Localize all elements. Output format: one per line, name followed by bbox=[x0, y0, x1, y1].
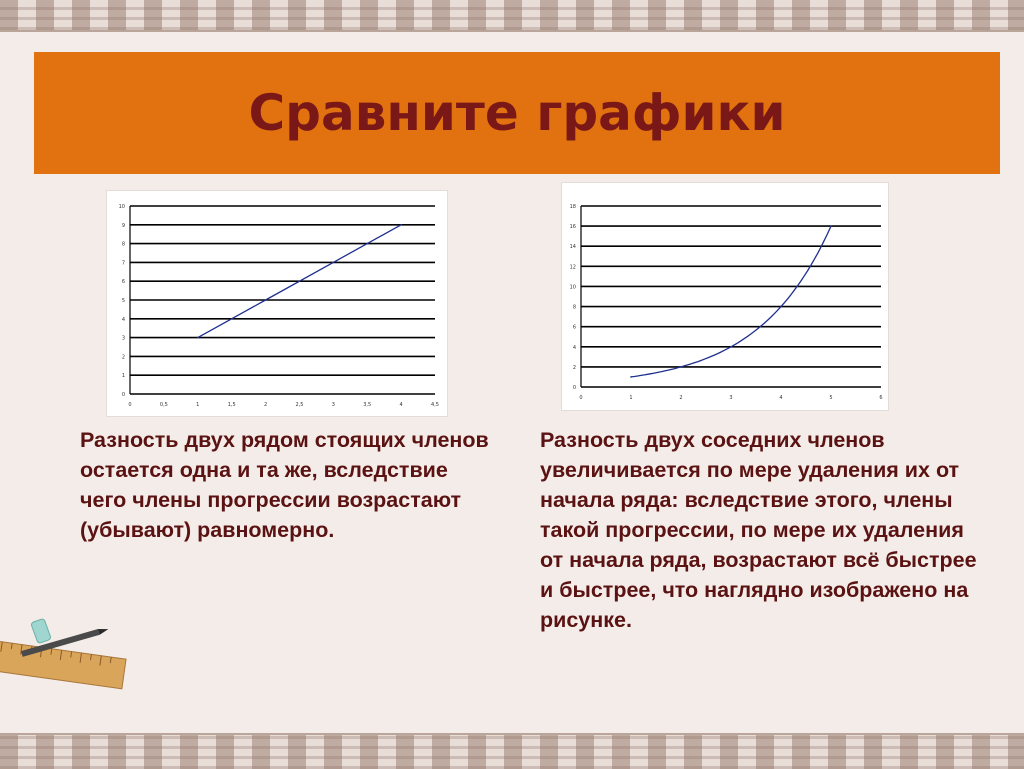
left-chart-y-tick-label: 4 bbox=[121, 316, 125, 323]
left-chart-y-tick-label: 7 bbox=[121, 260, 125, 267]
right-chart-y-tick-label: 8 bbox=[572, 304, 576, 311]
right-chart-series-line bbox=[631, 226, 831, 377]
left-chart-x-tick-label: 1,5 bbox=[227, 402, 236, 408]
right-chart-data-point bbox=[730, 346, 732, 348]
right-chart-data-point bbox=[780, 306, 782, 308]
left-chart-data-point bbox=[333, 262, 335, 264]
left-chart-data-point bbox=[265, 299, 267, 301]
left-chart-y-tick-label: 0 bbox=[121, 392, 125, 398]
ornament-border-bottom bbox=[0, 733, 1024, 769]
left-chart-x-tick-label: 1 bbox=[196, 402, 200, 408]
linear-chart-svg bbox=[107, 191, 447, 416]
right-chart-y-tick-label: 0 bbox=[572, 385, 576, 391]
left-chart-x-tick-label: 3 bbox=[331, 402, 335, 408]
left-chart-x-tick-label: 3,5 bbox=[363, 402, 372, 408]
geometric-progression-chart bbox=[561, 182, 889, 411]
slide-title: Сравните графики bbox=[248, 84, 786, 142]
ornament-border-top bbox=[0, 0, 1024, 32]
right-chart-x-tick-label: 3 bbox=[729, 395, 733, 401]
right-chart-x-tick-label: 6 bbox=[879, 395, 883, 401]
left-chart-x-tick-label: 4,5 bbox=[431, 402, 439, 408]
geometric-chart-svg bbox=[562, 183, 888, 410]
left-chart-x-tick-label: 2,5 bbox=[295, 402, 304, 408]
left-chart-y-tick-label: 3 bbox=[121, 335, 125, 342]
left-chart-y-tick-label: 8 bbox=[121, 241, 125, 248]
caption-right: Разность двух соседних членов увеличивается по мере удаления их от начала ряда: вследствие этого, члены такой прогрессии, по мере их удаления от начала ряда, возрастают всё быстрее и быстрее, что наглядно изображено на рисунке. bbox=[540, 428, 977, 632]
left-chart-y-tick-label: 1 bbox=[121, 373, 125, 380]
linear-progression-chart bbox=[106, 190, 448, 417]
right-chart-y-tick-label: 14 bbox=[569, 244, 576, 251]
left-chart-y-tick-label: 10 bbox=[118, 204, 125, 210]
title-bar bbox=[34, 52, 1000, 174]
left-chart-x-tick-label: 0,5 bbox=[159, 402, 168, 408]
left-chart-y-tick-label: 6 bbox=[121, 279, 125, 286]
left-chart-data-point bbox=[400, 224, 402, 226]
right-chart-y-tick-label: 18 bbox=[569, 204, 576, 210]
right-chart-y-tick-label: 12 bbox=[569, 264, 576, 271]
right-chart-y-tick-label: 16 bbox=[569, 224, 576, 231]
right-chart-x-tick-label: 0 bbox=[579, 395, 583, 401]
right-chart-y-tick-label: 10 bbox=[569, 284, 576, 291]
right-chart-data-point bbox=[830, 225, 832, 227]
ruler-pencil-icon bbox=[0, 612, 130, 702]
caption-left: Разность двух рядом стоящих членов остается одна и та же, вследствие чего члены прогрессии возрастают (убывают) равномерно. bbox=[80, 428, 489, 542]
right-chart-y-tick-label: 6 bbox=[572, 324, 576, 331]
left-chart-y-tick-label: 2 bbox=[121, 354, 125, 361]
right-chart-y-tick-label: 4 bbox=[572, 344, 576, 351]
right-chart-x-tick-label: 5 bbox=[829, 395, 833, 401]
right-chart-data-point bbox=[680, 366, 682, 368]
left-chart-y-tick-label: 5 bbox=[121, 298, 125, 304]
right-chart-x-tick-label: 2 bbox=[679, 395, 683, 401]
left-chart-x-tick-label: 0 bbox=[128, 402, 132, 408]
right-chart-y-tick-label: 2 bbox=[572, 364, 576, 371]
right-chart-x-tick-label: 1 bbox=[629, 395, 633, 401]
left-chart-data-point bbox=[197, 337, 199, 339]
right-chart-data-point bbox=[630, 376, 632, 378]
left-chart-y-tick-label: 9 bbox=[121, 222, 125, 229]
left-chart-x-tick-label: 2 bbox=[263, 402, 268, 408]
right-chart-x-tick-label: 4 bbox=[779, 395, 783, 401]
left-chart-x-tick-label: 4 bbox=[399, 402, 403, 408]
